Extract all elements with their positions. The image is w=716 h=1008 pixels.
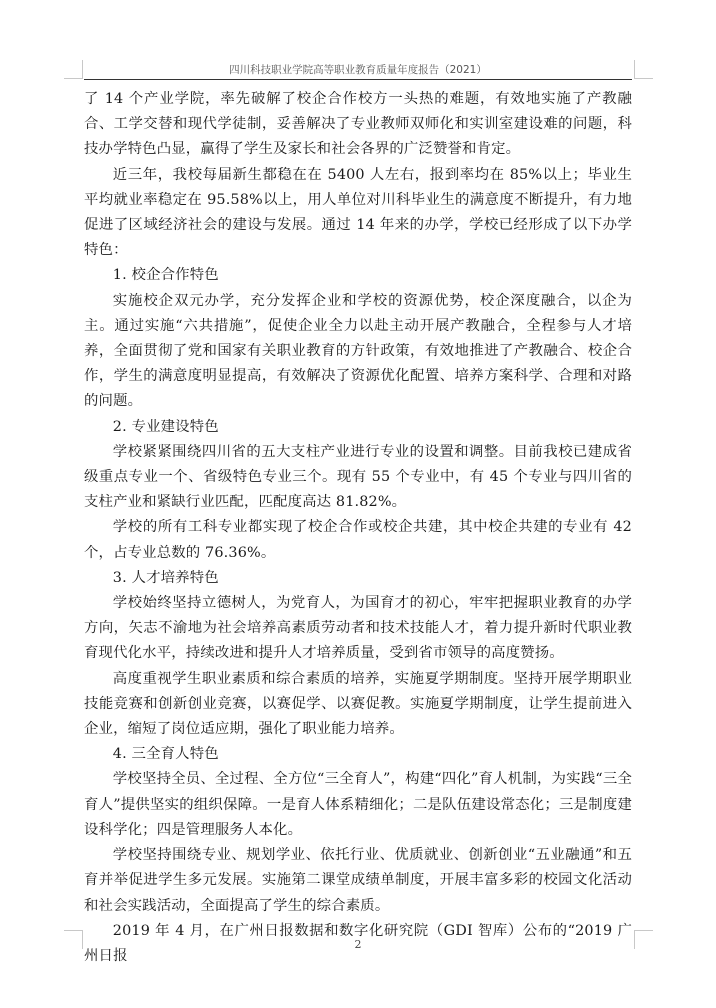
paragraph-talent-training: 学校始终坚持立德树人，为党育人，为国育才的初心，牢牢把握职业教育的办学方向，矢志不渝地为社会培养高素质劳动者和技术技能人才，着力提升新时代职业教育现代化水平，持续改进和提升人才培养质量，受到省市领导的高度赞扬。 — [84, 595, 632, 662]
paragraph-summer-semester: 高度重视学生职业素质和综合素质的培养，实施夏学期制度。坚持开展学期职业技能竞赛和创新创业竞赛，以赛促学、以赛促教。实施夏学期制度，让学生提前进入企业，缩短了岗位适应期，强化了职业能力培养。 — [84, 670, 632, 738]
page-number: 2 — [354, 938, 362, 951]
running-header: 四川科技职业学院高等职业教育质量年度报告（2021） — [229, 64, 487, 76]
heading-three-all-education: 4. 三全育人特色 — [112, 746, 219, 763]
body-text — [84, 87, 632, 969]
paragraph-three-all-education: 学校坚持全员、全过程、全方位“三全育人”，构建“四化”育人机制，为实践“三全育人”提供坚实的组织保障。一是育人体系精细化；二是队伍建设常态化；三是制度建设科学化；四是管理服务人本化。 — [84, 771, 632, 838]
paragraph-school-enterprise: 实施校企双元办学，充分发挥企业和学校的资源优势，校企深度融合，以企为主。通过实施“六共措施”，促使企业全力以赴主动开展产教融合，全程参与人才培养，全面贯彻了党和国家有关职业教育的方针政策，有效地推进了产教融合、校企合作，学生的满意度明显提高，有效解决了资源优化配置、培养方案科学、合理和对路的问题。 — [84, 292, 632, 410]
crop-mark-top-right — [634, 60, 653, 79]
crop-mark-bottom-left — [64, 930, 83, 949]
heading-major-construction: 2. 专业建设特色 — [112, 418, 219, 435]
paragraph-major-construction: 学校紧紧围绕四川省的五大支柱产业进行专业的设置和调整。目前我校已建成省级重点专业一个、省级特色专业三个。现有 55 个专业中，有 45 个专业与四川省的支柱产业和紧缺行业匹配，匹配度高达 81.82%。 — [84, 443, 632, 511]
crop-mark-top-left — [64, 60, 83, 79]
heading-school-enterprise: 1. 校企合作特色 — [112, 267, 219, 284]
paragraph-five-industries: 学校坚持围绕专业、规划学业、依托行业、优质就业、创新创业“五业融通”和五育并举促进学生多元发展。实施第二课堂成绩单制度，开展丰富多彩的校园文化活动和社会实践活动，全面提高了学生的综合素质。 — [84, 847, 632, 914]
paragraph-continuation: 了 14 个产业学院，率先破解了校企合作校方一头热的难题，有效地实施了产教融合、工学交替和现代学徒制，妥善解决了专业教师双师化和实训室建设难的问题，科技办学特色凸显，赢得了学生及家长和社会各界的广泛赞誉和肯定。 — [84, 91, 632, 158]
header-divider — [84, 79, 632, 80]
paragraph-2019-ranking: 2019 年 4 月，在广州日报数据和数字化研究院（GDI 智库）公布的“2019 广州日报 — [84, 922, 632, 964]
heading-talent-training: 3. 人才培养特色 — [112, 569, 219, 586]
paragraph-enrollment: 近三年，我校每届新生都稳在在 5400 人左右，报到率均在 85%以上；毕业生平均就业率稳定在 95.58%以上，用人单位对川科毕业生的满意度不断提升，有力地促进了区域经济社会的建设与发展。通过 14 年来的办学，学校已经形成了以下办学特色： — [84, 166, 632, 259]
crop-mark-bottom-right — [634, 930, 653, 949]
paragraph-engineering-majors: 学校的所有工科专业都实现了校企合作或校企共建，其中校企共建的专业有 42 个，占专业总数的 76.36%。 — [84, 519, 632, 561]
